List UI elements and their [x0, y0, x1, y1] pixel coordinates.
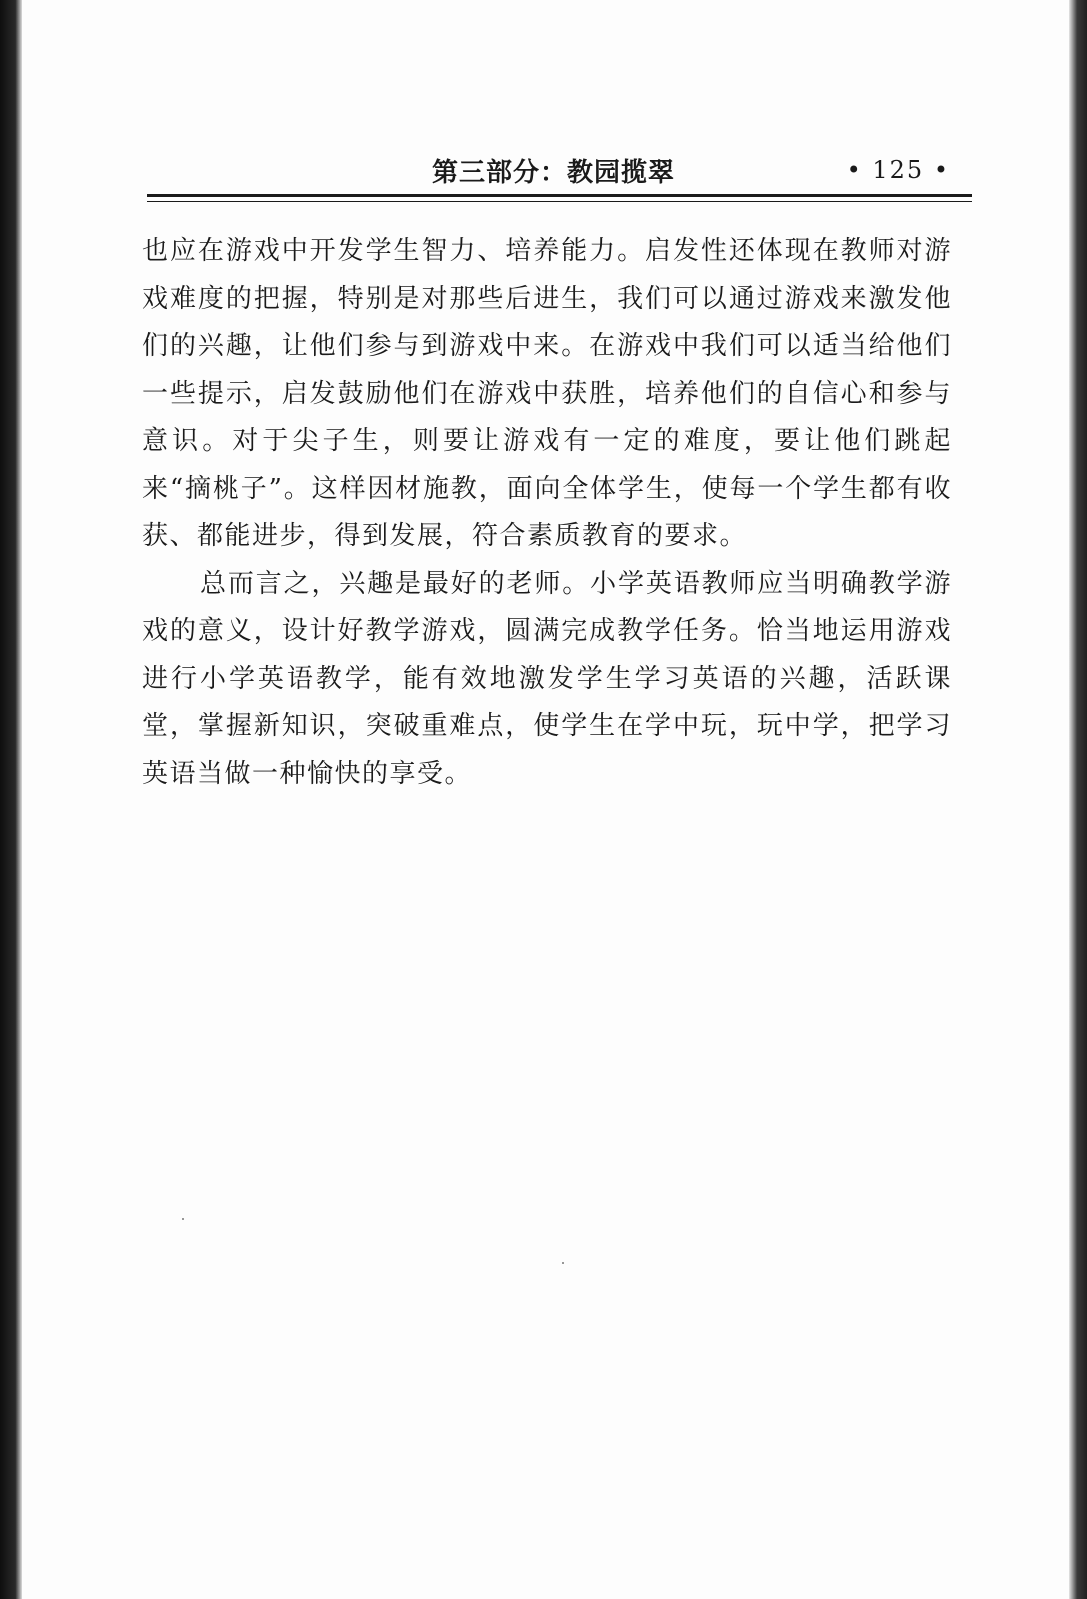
page-number: • 125 • [846, 156, 950, 184]
paragraph-conclusion: 总而言之，兴趣是最好的老师。小学英语教师应当明确教学游戏的意义，设计好教学游戏，圆满完成教学任务。恰当地运用游戏进行小学英语教学，能有效地激发学生学习英语的兴趣，活跃课堂，掌握新知识，突破重难点，使学生在学中玩，玩中学，把学习英语当做一种愉快的享受。 [142, 568, 952, 789]
header-rule-thin [147, 201, 972, 202]
body-text [142, 228, 952, 798]
book-page [22, 0, 1069, 1599]
scan-speck [182, 1218, 184, 1220]
scan-edge-right [1069, 0, 1087, 1599]
paragraph-continued: 也应在游戏中开发学生智力、培养能力。启发性还体现在教师对游戏难度的把握，特别是对那些后进生，我们可以通过游戏来激发他们的兴趣，让他们参与到游戏中来。在游戏中我们可以适当给他们一些提示，启发鼓励他们在游戏中获胜，培养他们的自信心和参与意识。对于尖子生，则要让游戏有一定的难度，要让他们跳起来“摘桃子”。这样因材施教，面向全体学生，使每一个学生都有收获、都能进步，得到发展，符合素质教育的要求。 [142, 236, 952, 551]
scan-speck [562, 1262, 564, 1264]
running-head [150, 152, 990, 196]
scan-edge-left [0, 0, 22, 1599]
section-title: 第三部分：教园揽翠 [432, 158, 676, 188]
header-rule-thick [147, 194, 972, 197]
